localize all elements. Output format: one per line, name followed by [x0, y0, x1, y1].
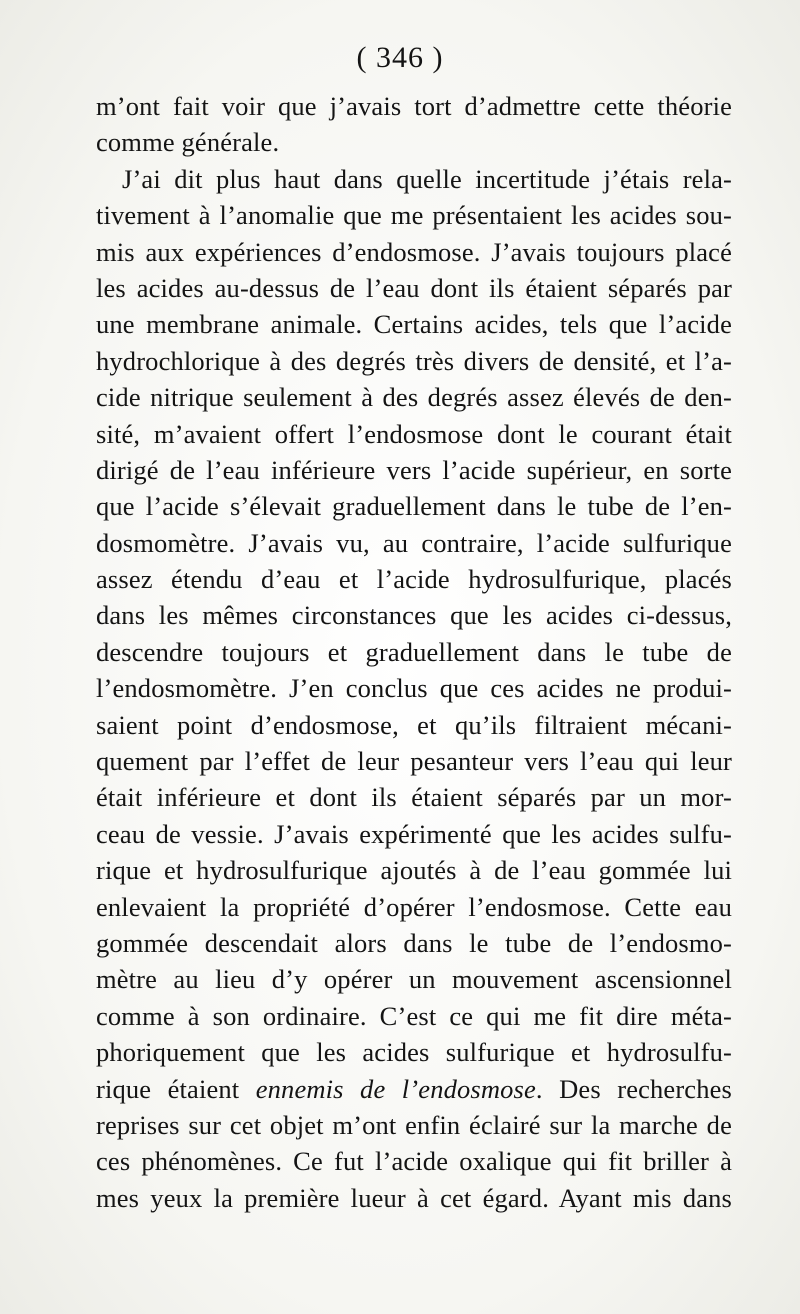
text-line-with-italic: [96, 1071, 732, 1107]
text-segment: . Des recherches: [535, 1073, 732, 1104]
text-line: ces phénomènes. Ce fut l’acide oxalique qui fit briller à: [96, 1146, 732, 1177]
text-line: reprises sur cet objet m’ont enfin éclairé sur la marche de: [96, 1109, 732, 1140]
text-line: dosmomètre. J’avais vu, au contraire, l’acide sulfurique: [96, 527, 732, 558]
text-line: dirigé de l’eau inférieure vers l’acide supérieur, en sorte: [96, 454, 732, 485]
text-line: J’ai dit plus haut dans quelle incertitude j’étais rela-: [122, 163, 732, 194]
body-text: [96, 88, 732, 1216]
text-line: enlevaient la propriété d’opérer l’endosmose. Cette eau: [96, 891, 732, 922]
text-line: sité, m’avaient offert l’endosmose dont le courant était: [96, 418, 732, 449]
text-line: phoriquement que les acides sulfurique et hydrosulfu-: [96, 1037, 732, 1068]
text-line: les acides au-dessus de l’eau dont ils étaient séparés par: [96, 272, 732, 303]
text-line: comme à son ordinaire. C’est ce qui me fit dire méta-: [96, 1000, 732, 1031]
text-line: que l’acide s’élevait graduellement dans le tube de l’en-: [96, 491, 732, 522]
text-segment: rique étaient: [96, 1073, 256, 1104]
text-line: hydrochlorique à des degrés très divers de densité, et l’a-: [96, 345, 732, 376]
text-line: mètre au lieu d’y opérer un mouvement ascensionnel: [96, 964, 732, 995]
text-line: saient point d’endosmose, et qu’ils filtraient mécani-: [96, 709, 732, 740]
text-line: tivement à l’anomalie que me présentaient les acides sou-: [96, 200, 732, 231]
text-line: assez étendu d’eau et l’acide hydrosulfurique, placés: [96, 564, 732, 595]
text-line: une membrane animale. Certains acides, tels que l’acide: [96, 309, 732, 340]
text-line: gommée descendait alors dans le tube de l’endosmo-: [96, 927, 732, 958]
text-line: cide nitrique seulement à des degrés assez élevés de den-: [96, 382, 732, 413]
text-line: quement par l’effet de leur pesanteur vers l’eau qui leur: [96, 746, 732, 777]
text-line: comme générale.: [96, 127, 280, 158]
text-line: mes yeux la première lueur à cet égard. Ayant mis dans: [96, 1182, 732, 1213]
text-line: était inférieure et dont ils étaient séparés par un mor-: [96, 782, 732, 813]
text-line: mis aux expériences d’endosmose. J’avais toujours placé: [96, 236, 732, 267]
text-line: rique et hydrosulfurique ajoutés à de l’eau gommée lui: [96, 855, 732, 886]
page-number: ( 346 ): [356, 41, 444, 74]
text-line: descendre toujours et graduellement dans le tube de: [96, 636, 732, 667]
text-line: m’ont fait voir que j’avais tort d’admettre cette théorie: [96, 91, 732, 121]
italic-phrase: ennemis de l’endosmose: [255, 1073, 536, 1104]
text-line: l’endosmomètre. J’en conclus que ces acides ne produi-: [96, 673, 732, 704]
text-line: dans les mêmes circonstances que les acides ci-dessus,: [96, 600, 732, 631]
text-line: ceau de vessie. J’avais expérimenté que les acides sulfu-: [96, 818, 732, 849]
